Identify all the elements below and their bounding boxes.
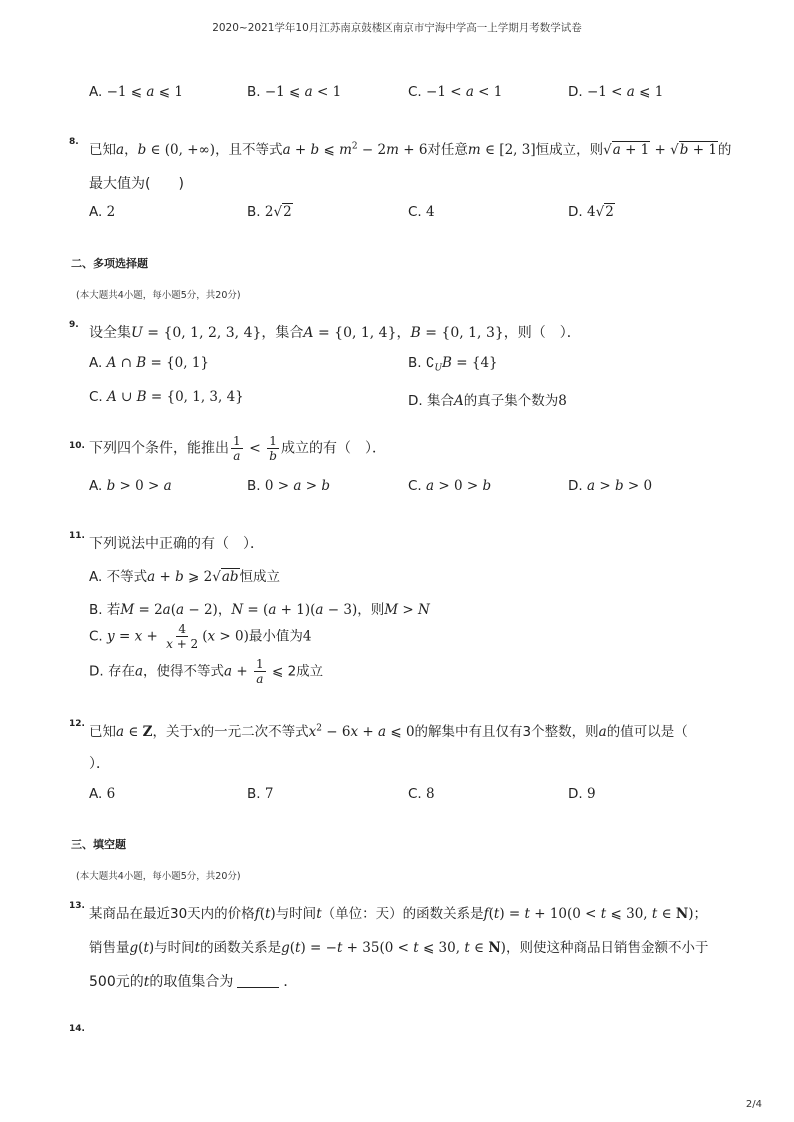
q11-number: 11. xyxy=(69,531,85,541)
q13-number: 13. xyxy=(69,901,85,911)
q10-number: 10. xyxy=(69,441,85,451)
q13-stem-line2: 销售量g(t)与时间t的函数关系是g(t) = −t + 35(0 < t ⩽ 30, t ∈ N)，则使这种商品日销售金额不小于 xyxy=(89,940,709,956)
q9-option-d[interactable]: D. 集合A的真子集个数为8 xyxy=(408,393,567,409)
q10-option-d[interactable]: D. a > b > 0 xyxy=(568,478,653,494)
q10-option-b[interactable]: B. 0 > a > b xyxy=(247,478,330,494)
q14-number: 14. xyxy=(69,1024,85,1034)
q8-number: 8. xyxy=(69,137,79,147)
q10-option-a[interactable]: A. b > 0 > a xyxy=(89,478,172,494)
q11-option-a[interactable]: A. 不等式a + b ⩾ 2√ab恒成立 xyxy=(89,569,281,585)
q9-number: 9. xyxy=(69,320,79,330)
q12-stem: 已知a ∈ Z，关于x的一元二次不等式$x^2 - 6x + a$ ⩽ 0的解集中有且仅有3个整数，则a的值可以是（ xyxy=(89,723,688,740)
q9-option-c[interactable]: C. A ∪ B = {0, 1, 3, 4} xyxy=(89,389,244,405)
q8-option-c[interactable]: C. 4 xyxy=(408,204,435,220)
q8-option-d[interactable]: D. 4√2 xyxy=(568,204,614,220)
q12-number: 12. xyxy=(69,719,85,729)
q7-option-c[interactable]: C. −1 < a < 1 xyxy=(408,84,503,100)
q8-option-a[interactable]: A. 2 xyxy=(89,204,116,220)
q7-option-d[interactable]: D. −1 < a ⩽ 1 xyxy=(568,84,664,100)
q10-option-c[interactable]: C. a > 0 > b xyxy=(408,478,492,494)
q7-option-a[interactable]: A. −1 ⩽ a ⩽ 1 xyxy=(89,84,183,100)
q8-stem: 已知a，b ∈ (0, +∞)，且不等式a + b ⩽ $m^2 - 2m + 6$对任意m ∈ [2, 3]恒成立，则√a + 1 + √b + 1的 xyxy=(89,141,732,158)
q12-option-d[interactable]: D. 9 xyxy=(568,786,596,802)
q12-option-b[interactable]: B. 7 xyxy=(247,786,274,802)
q13-stem-line3: 500元的t的取值集合为 ． xyxy=(89,974,298,990)
q9-option-b[interactable]: B. $∁_UB = \{4\}$ xyxy=(408,355,498,374)
q8-stem-line2: 最大值为( ) xyxy=(89,176,184,192)
section-2-title: 二、多项选择题 xyxy=(71,257,148,270)
section-3-note: (本大题共4小题，每小题5分，共20分) xyxy=(76,871,241,882)
q10-stem: 下列四个条件，能推出 $\frac{1}{a}$ < $\frac{1}{b}$ 成立的有（ ）． xyxy=(89,434,386,463)
q12-option-a[interactable]: A. 6 xyxy=(89,786,116,802)
page-header: 2020~2021学年10月江苏南京鼓楼区南京市宁海中学高一上学期月考数学试卷 xyxy=(212,22,582,34)
q8-option-b[interactable]: B. 2√2 xyxy=(247,204,292,220)
q9-stem: 设全集U = {0, 1, 2, 3, 4}，集合A = {0, 1, 4}，B = {0, 1, 3}，则（ ）． xyxy=(89,325,581,341)
section-2-note: (本大题共4小题，每小题5分，共20分) xyxy=(76,290,241,301)
page-number: 2/4 xyxy=(745,1099,762,1110)
q13-answer-blank[interactable] xyxy=(237,987,279,988)
q11-option-c[interactable]: C. y = x + $\frac{4}{x + 2}$ (x > 0)最小值为4 xyxy=(89,622,312,651)
q9-option-a[interactable]: A. A ∩ B = {0, 1} xyxy=(89,355,210,371)
q11-option-d[interactable]: D. 存在a，使得不等式a + $\frac{1}{a}$ ⩽ 2成立 xyxy=(89,657,324,686)
q7-option-b[interactable]: B. −1 ⩽ a < 1 xyxy=(247,84,342,100)
q13-stem-line1: 某商品在最近30天内的价格f(t)与时间t（单位：天）的函数关系是f(t) = t + 10(0 < t ⩽ 30, t ∈ N)； xyxy=(89,906,708,922)
section-3-title: 三、填空题 xyxy=(71,838,126,851)
q11-stem: 下列说法中正确的有（ ）． xyxy=(89,536,264,552)
q12-stem-line2: ）． xyxy=(89,756,110,772)
q12-option-c[interactable]: C. 8 xyxy=(408,786,435,802)
q11-option-b[interactable]: B. 若M = 2a(a − 2)，N = (a + 1)(a − 3)，则M > N xyxy=(89,602,430,618)
